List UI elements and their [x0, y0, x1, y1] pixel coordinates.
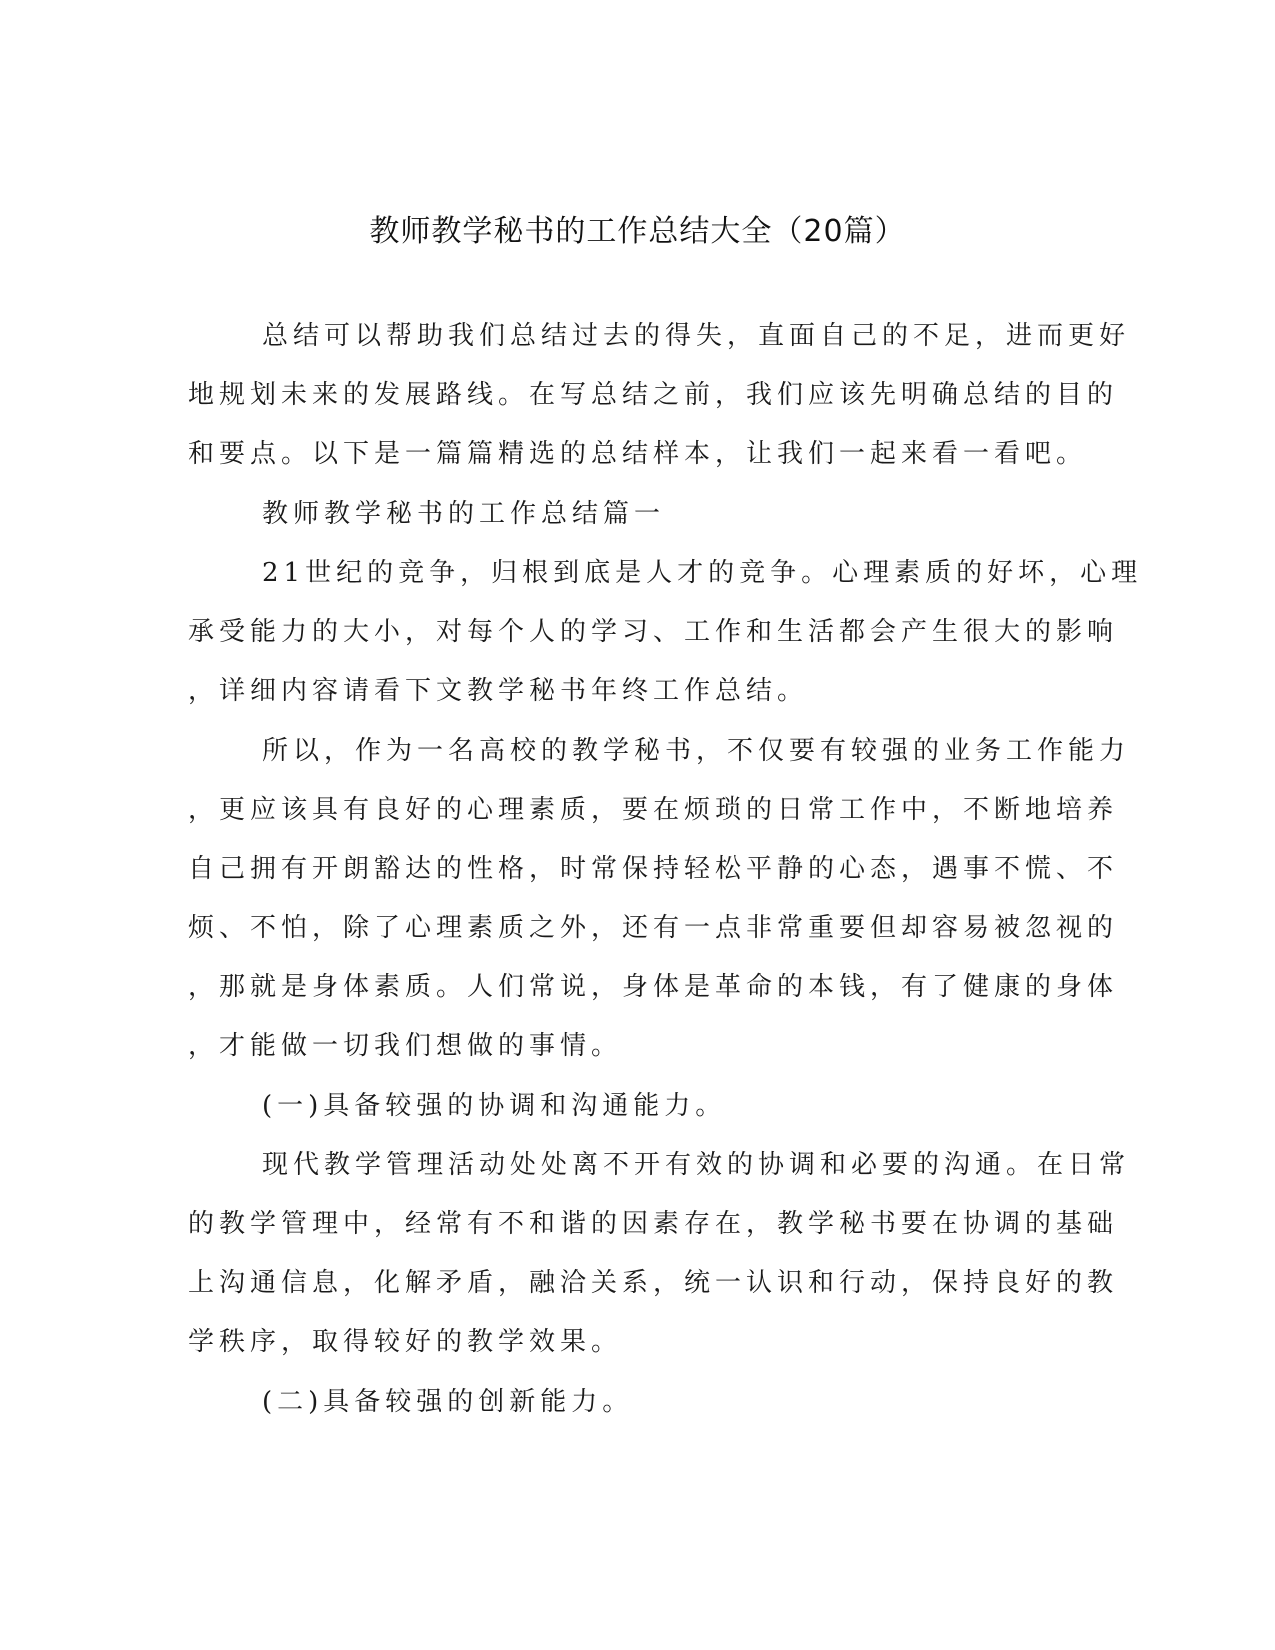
paragraph-line: 总结可以帮助我们总结过去的得失，直面自己的不足，进而更好 — [262, 321, 1131, 351]
paragraph-line: 自己拥有开朗豁达的性格，时常保持轻松平静的心态，遇事不慌、不 — [188, 854, 1119, 884]
paragraph-line: ，详细内容请看下文教学秘书年终工作总结。 — [188, 676, 809, 706]
paragraph-line: 学秩序，取得较好的教学效果。 — [188, 1327, 623, 1357]
subsection-heading: (一)具备较强的协调和沟通能力。 — [262, 1091, 727, 1121]
paragraph-line: 的教学管理中，经常有不和谐的因素存在，教学秘书要在协调的基础 — [188, 1209, 1119, 1239]
section-heading: 教师教学秘书的工作总结篇一 — [262, 499, 666, 529]
paragraph-line: 和要点。以下是一篇篇精选的总结样本，让我们一起来看一看吧。 — [188, 439, 1088, 469]
paragraph-line: 烦、不怕，除了心理素质之外，还有一点非常重要但却容易被忽视的 — [188, 913, 1119, 943]
paragraph-line: 所以，作为一名高校的教学秘书，不仅要有较强的业务工作能力 — [262, 736, 1131, 766]
paragraph-line: 上沟通信息，化解矛盾，融洽关系，统一认识和行动，保持良好的教 — [188, 1268, 1119, 1298]
paragraph-line: ，那就是身体素质。人们常说，身体是革命的本钱，有了健康的身体 — [188, 972, 1119, 1002]
paragraph-line: 承受能力的大小，对每个人的学习、工作和生活都会产生很大的影响 — [188, 617, 1119, 647]
paragraph-line: 地规划未来的发展路线。在写总结之前，我们应该先明确总结的目的 — [188, 380, 1119, 410]
paragraph-line: 现代教学管理活动处处离不开有效的协调和必要的沟通。在日常 — [262, 1150, 1131, 1180]
paragraph-line: 21世纪的竞争，归根到底是人才的竞争。心理素质的好坏，心理 — [262, 558, 1143, 588]
subsection-heading: (二)具备较强的创新能力。 — [262, 1387, 634, 1417]
document-title: 教师教学秘书的工作总结大全（20篇） — [369, 214, 906, 249]
paragraph-line: ，才能做一切我们想做的事情。 — [188, 1031, 623, 1061]
paragraph-line: ，更应该具有良好的心理素质，要在烦琐的日常工作中，不断地培养 — [188, 795, 1119, 825]
